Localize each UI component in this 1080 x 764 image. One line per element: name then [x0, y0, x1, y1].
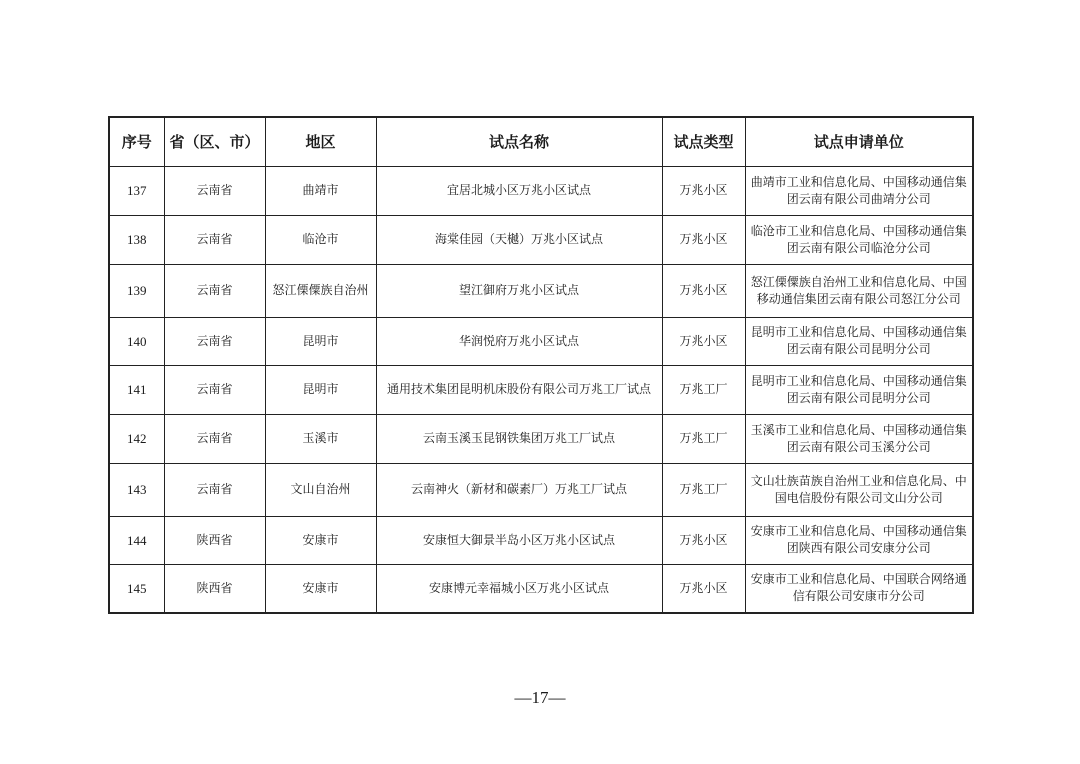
cell-region: 玉溪市	[265, 414, 376, 463]
cell-applicant: 安康市工业和信息化局、中国联合网络通信有限公司安康市分公司	[745, 564, 973, 613]
table-row	[109, 215, 973, 264]
cell-serial: 140	[109, 317, 164, 365]
cell-pilot-type: 万兆工厂	[662, 414, 745, 463]
cell-pilot-name: 宜居北城小区万兆小区试点	[376, 166, 662, 215]
cell-applicant: 怒江傈僳族自治州工业和信息化局、中国移动通信集团云南有限公司怒江分公司	[745, 264, 973, 317]
cell-region: 昆明市	[265, 317, 376, 365]
cell-region: 临沧市	[265, 215, 376, 264]
cell-applicant: 文山壮族苗族自治州工业和信息化局、中国电信股份有限公司文山分公司	[745, 463, 973, 516]
cell-pilot-name: 安康博元幸福城小区万兆小区试点	[376, 564, 662, 613]
cell-applicant: 临沧市工业和信息化局、中国移动通信集团云南有限公司临沧分公司	[745, 215, 973, 264]
cell-region: 曲靖市	[265, 166, 376, 215]
header-region: 地区	[265, 117, 376, 166]
table-row	[109, 166, 973, 215]
cell-pilot-type: 万兆小区	[662, 264, 745, 317]
cell-pilot-name: 云南玉溪玉昆钢铁集团万兆工厂试点	[376, 414, 662, 463]
cell-region: 怒江傈僳族自治州	[265, 264, 376, 317]
cell-province: 云南省	[164, 463, 265, 516]
cell-province: 云南省	[164, 166, 265, 215]
table-row	[109, 516, 973, 564]
cell-region: 昆明市	[265, 365, 376, 414]
cell-serial: 142	[109, 414, 164, 463]
cell-pilot-type: 万兆小区	[662, 215, 745, 264]
header-pilot-name: 试点名称	[376, 117, 662, 166]
cell-pilot-type: 万兆工厂	[662, 463, 745, 516]
cell-pilot-name: 海棠佳园（天樾）万兆小区试点	[376, 215, 662, 264]
cell-pilot-type: 万兆小区	[662, 564, 745, 613]
cell-pilot-name: 望江御府万兆小区试点	[376, 264, 662, 317]
cell-applicant: 昆明市工业和信息化局、中国移动通信集团云南有限公司昆明分公司	[745, 365, 973, 414]
table-row	[109, 317, 973, 365]
pilot-table-container	[108, 116, 974, 614]
cell-province: 云南省	[164, 317, 265, 365]
cell-serial: 144	[109, 516, 164, 564]
header-province: 省（区、市）	[164, 117, 265, 166]
cell-pilot-name: 华润悦府万兆小区试点	[376, 317, 662, 365]
table-row	[109, 564, 973, 613]
table-header-row	[109, 117, 973, 166]
cell-province: 云南省	[164, 264, 265, 317]
table-row	[109, 365, 973, 414]
cell-province: 陕西省	[164, 516, 265, 564]
cell-serial: 145	[109, 564, 164, 613]
cell-pilot-name: 安康恒大御景半岛小区万兆小区试点	[376, 516, 662, 564]
cell-province: 云南省	[164, 215, 265, 264]
cell-region: 文山自治州	[265, 463, 376, 516]
header-applicant: 试点申请单位	[745, 117, 973, 166]
cell-pilot-name: 云南神火（新材和碳素厂）万兆工厂试点	[376, 463, 662, 516]
cell-pilot-type: 万兆小区	[662, 516, 745, 564]
cell-serial: 138	[109, 215, 164, 264]
header-serial: 序号	[109, 117, 164, 166]
cell-serial: 143	[109, 463, 164, 516]
cell-pilot-type: 万兆小区	[662, 166, 745, 215]
cell-applicant: 玉溪市工业和信息化局、中国移动通信集团云南有限公司玉溪分公司	[745, 414, 973, 463]
cell-region: 安康市	[265, 516, 376, 564]
cell-pilot-name: 通用技术集团昆明机床股份有限公司万兆工厂试点	[376, 365, 662, 414]
cell-region: 安康市	[265, 564, 376, 613]
cell-serial: 141	[109, 365, 164, 414]
cell-applicant: 昆明市工业和信息化局、中国移动通信集团云南有限公司昆明分公司	[745, 317, 973, 365]
cell-pilot-type: 万兆小区	[662, 317, 745, 365]
table-row	[109, 414, 973, 463]
header-pilot-type: 试点类型	[662, 117, 745, 166]
cell-applicant: 安康市工业和信息化局、中国移动通信集团陕西有限公司安康分公司	[745, 516, 973, 564]
cell-serial: 139	[109, 264, 164, 317]
cell-serial: 137	[109, 166, 164, 215]
cell-province: 云南省	[164, 414, 265, 463]
page-number: —17—	[514, 688, 566, 707]
table-row	[109, 264, 973, 317]
cell-province: 云南省	[164, 365, 265, 414]
cell-pilot-type: 万兆工厂	[662, 365, 745, 414]
pilot-table	[108, 116, 974, 614]
cell-applicant: 曲靖市工业和信息化局、中国移动通信集团云南有限公司曲靖分公司	[745, 166, 973, 215]
cell-province: 陕西省	[164, 564, 265, 613]
table-row	[109, 463, 973, 516]
